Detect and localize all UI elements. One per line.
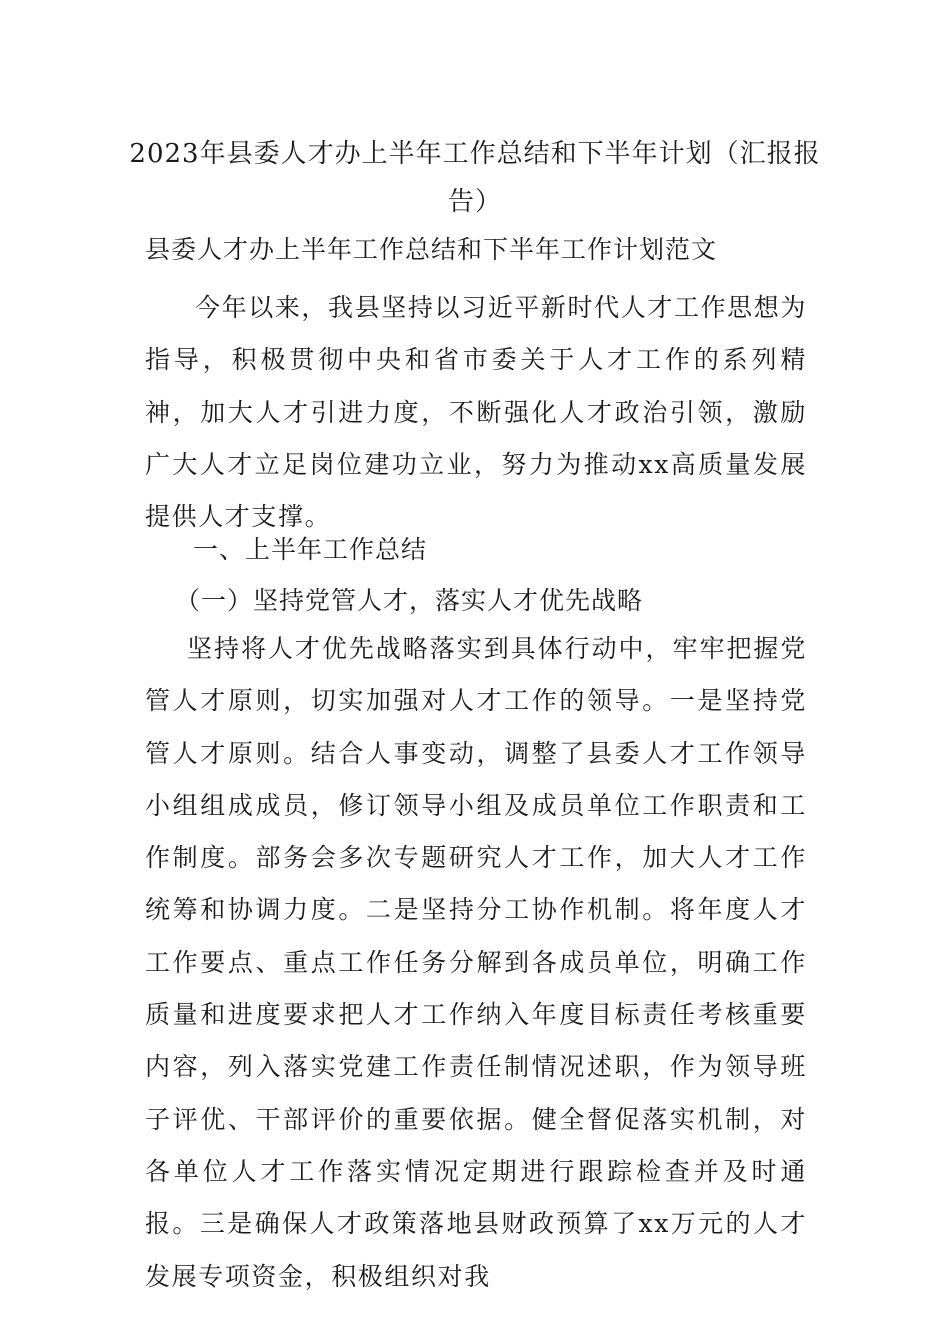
section-heading: 一、上半年工作总结 [193, 535, 428, 564]
subsection-heading: （一）坚持党管人才，落实人才优先战略 [175, 586, 644, 615]
document-subtitle: 县委人才办上半年工作总结和下半年工作计划范文 [145, 235, 718, 264]
intro-paragraph: 今年以来，我县坚持以习近平新时代人才工作思想为指导，积极贯彻中央和省市委关于人才工作的系列精神，加大人才引进力度，不断强化人才政治引领，激励广大人才立足岗位建功立业，努力为推动xx高质量发展提供人才支撑。 [145, 293, 807, 532]
document-title: 2023年县委人才办上半年工作总结和下半年计划（汇报报告） [129, 139, 821, 217]
body-paragraph: 坚持将人才优先战略落实到具体行动中，牢牢把握党管人才原则，切实加强对人才工作的领导。一是坚持党管人才原则。结合人事变动，调整了县委人才工作领导小组组成成员，修订领导小组及成员单位工作职责和工作制度。部务会多次专题研究人才工作，加大人才工作统筹和协调力度。二是坚持分工协作机制。将年度人才工作要点、重点工作任务分解到各成员单位，明确工作质量和进度要求把人才工作纳入年度目标责任考核重要内容，列入落实党建工作责任制情况述职，作为领导班子评优、干部评价的重要依据。健全督促落实机制，对各单位人才工作落实情况定期进行跟踪检查并及时通报。三是确保人才政策落地县财政预算了xx万元的人才发展专项资金，积极组织对我 [145, 634, 807, 1291]
